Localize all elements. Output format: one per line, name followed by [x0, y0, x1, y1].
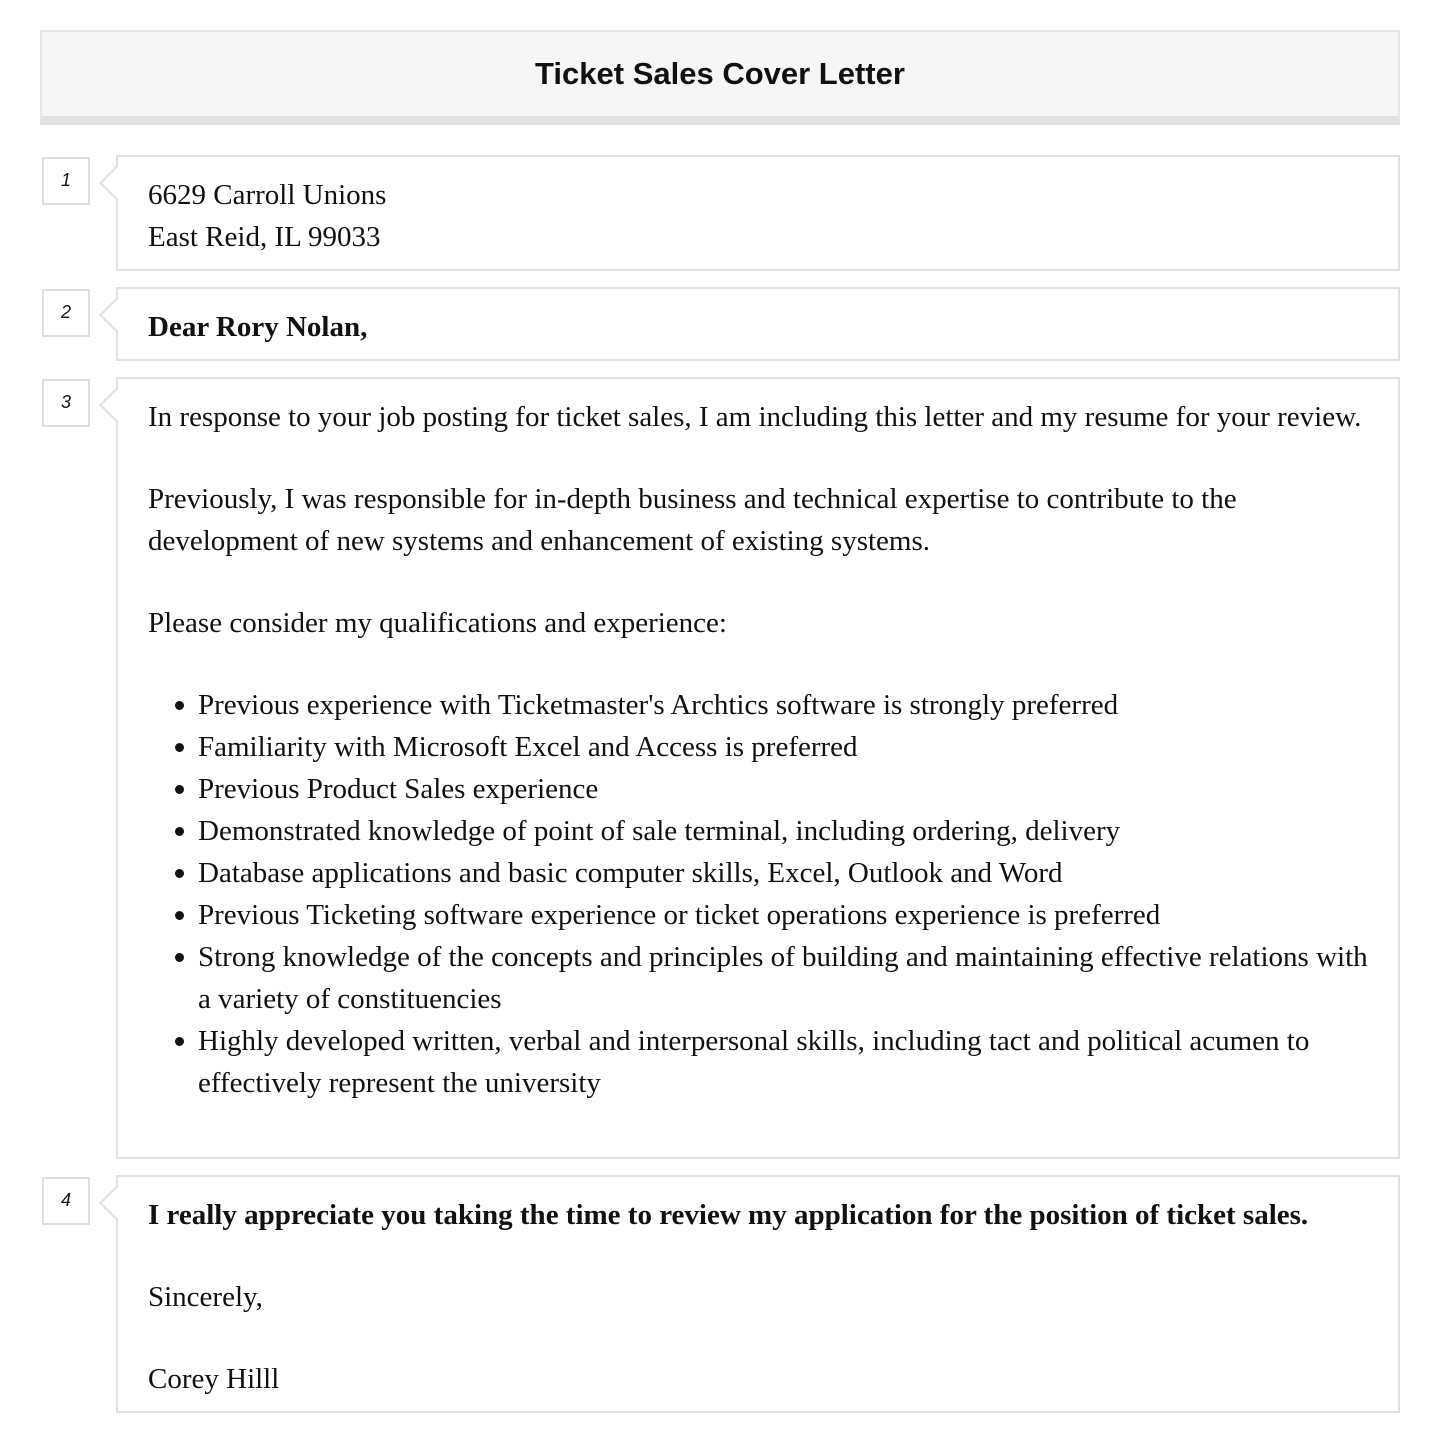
previous-paragraph: Previously, I was responsible for in-depth business and technical expertise to contribute to the development of new systems and enhancement of existing systems.	[148, 483, 1237, 557]
list-item: Strong knowledge of the concepts and principles of building and maintaining effective relations with a variety of constituencies	[148, 936, 1368, 1020]
page-title: Ticket Sales Cover Letter	[535, 56, 905, 91]
list-item: Highly developed written, verbal and interpersonal skills, including tact and political acumen to effectively represent the university	[148, 1020, 1368, 1104]
address-section	[116, 155, 1400, 271]
address-line-2: East Reid, IL 99033	[148, 221, 381, 253]
list-item: Database applications and basic computer skills, Excel, Outlook and Word	[148, 852, 1368, 894]
closing-paragraph: I really appreciate you taking the time to review my application for the position of ticket sales.	[148, 1199, 1309, 1231]
list-item: Previous Product Sales experience	[148, 768, 1368, 810]
consider-paragraph: Please consider my qualifications and experience:	[148, 607, 727, 639]
body-section	[116, 377, 1400, 1159]
section-number-2: 2	[42, 289, 90, 337]
list-item: Demonstrated knowledge of point of sale terminal, including ordering, delivery	[148, 810, 1368, 852]
salutation-section	[116, 287, 1400, 361]
salutation: Dear Rory Nolan,	[148, 311, 368, 343]
section-number-4: 4	[42, 1177, 90, 1225]
qualifications-list	[148, 684, 1368, 1104]
signature-name: Corey Hilll	[148, 1363, 280, 1395]
address-line-1: 6629 Carroll Unions	[148, 179, 387, 211]
section-number-3: 3	[42, 379, 90, 427]
section-number-1: 1	[42, 157, 90, 205]
closing-section	[116, 1175, 1400, 1413]
list-item: Previous experience with Ticketmaster's Archtics software is strongly preferred	[148, 684, 1368, 726]
title-bar	[40, 30, 1400, 125]
signoff: Sincerely,	[148, 1281, 263, 1313]
list-item: Previous Ticketing software experience or ticket operations experience is preferred	[148, 894, 1368, 936]
intro-paragraph: In response to your job posting for ticket sales, I am including this letter and my resume for your review.	[148, 401, 1362, 433]
list-item: Familiarity with Microsoft Excel and Access is preferred	[148, 726, 1368, 768]
